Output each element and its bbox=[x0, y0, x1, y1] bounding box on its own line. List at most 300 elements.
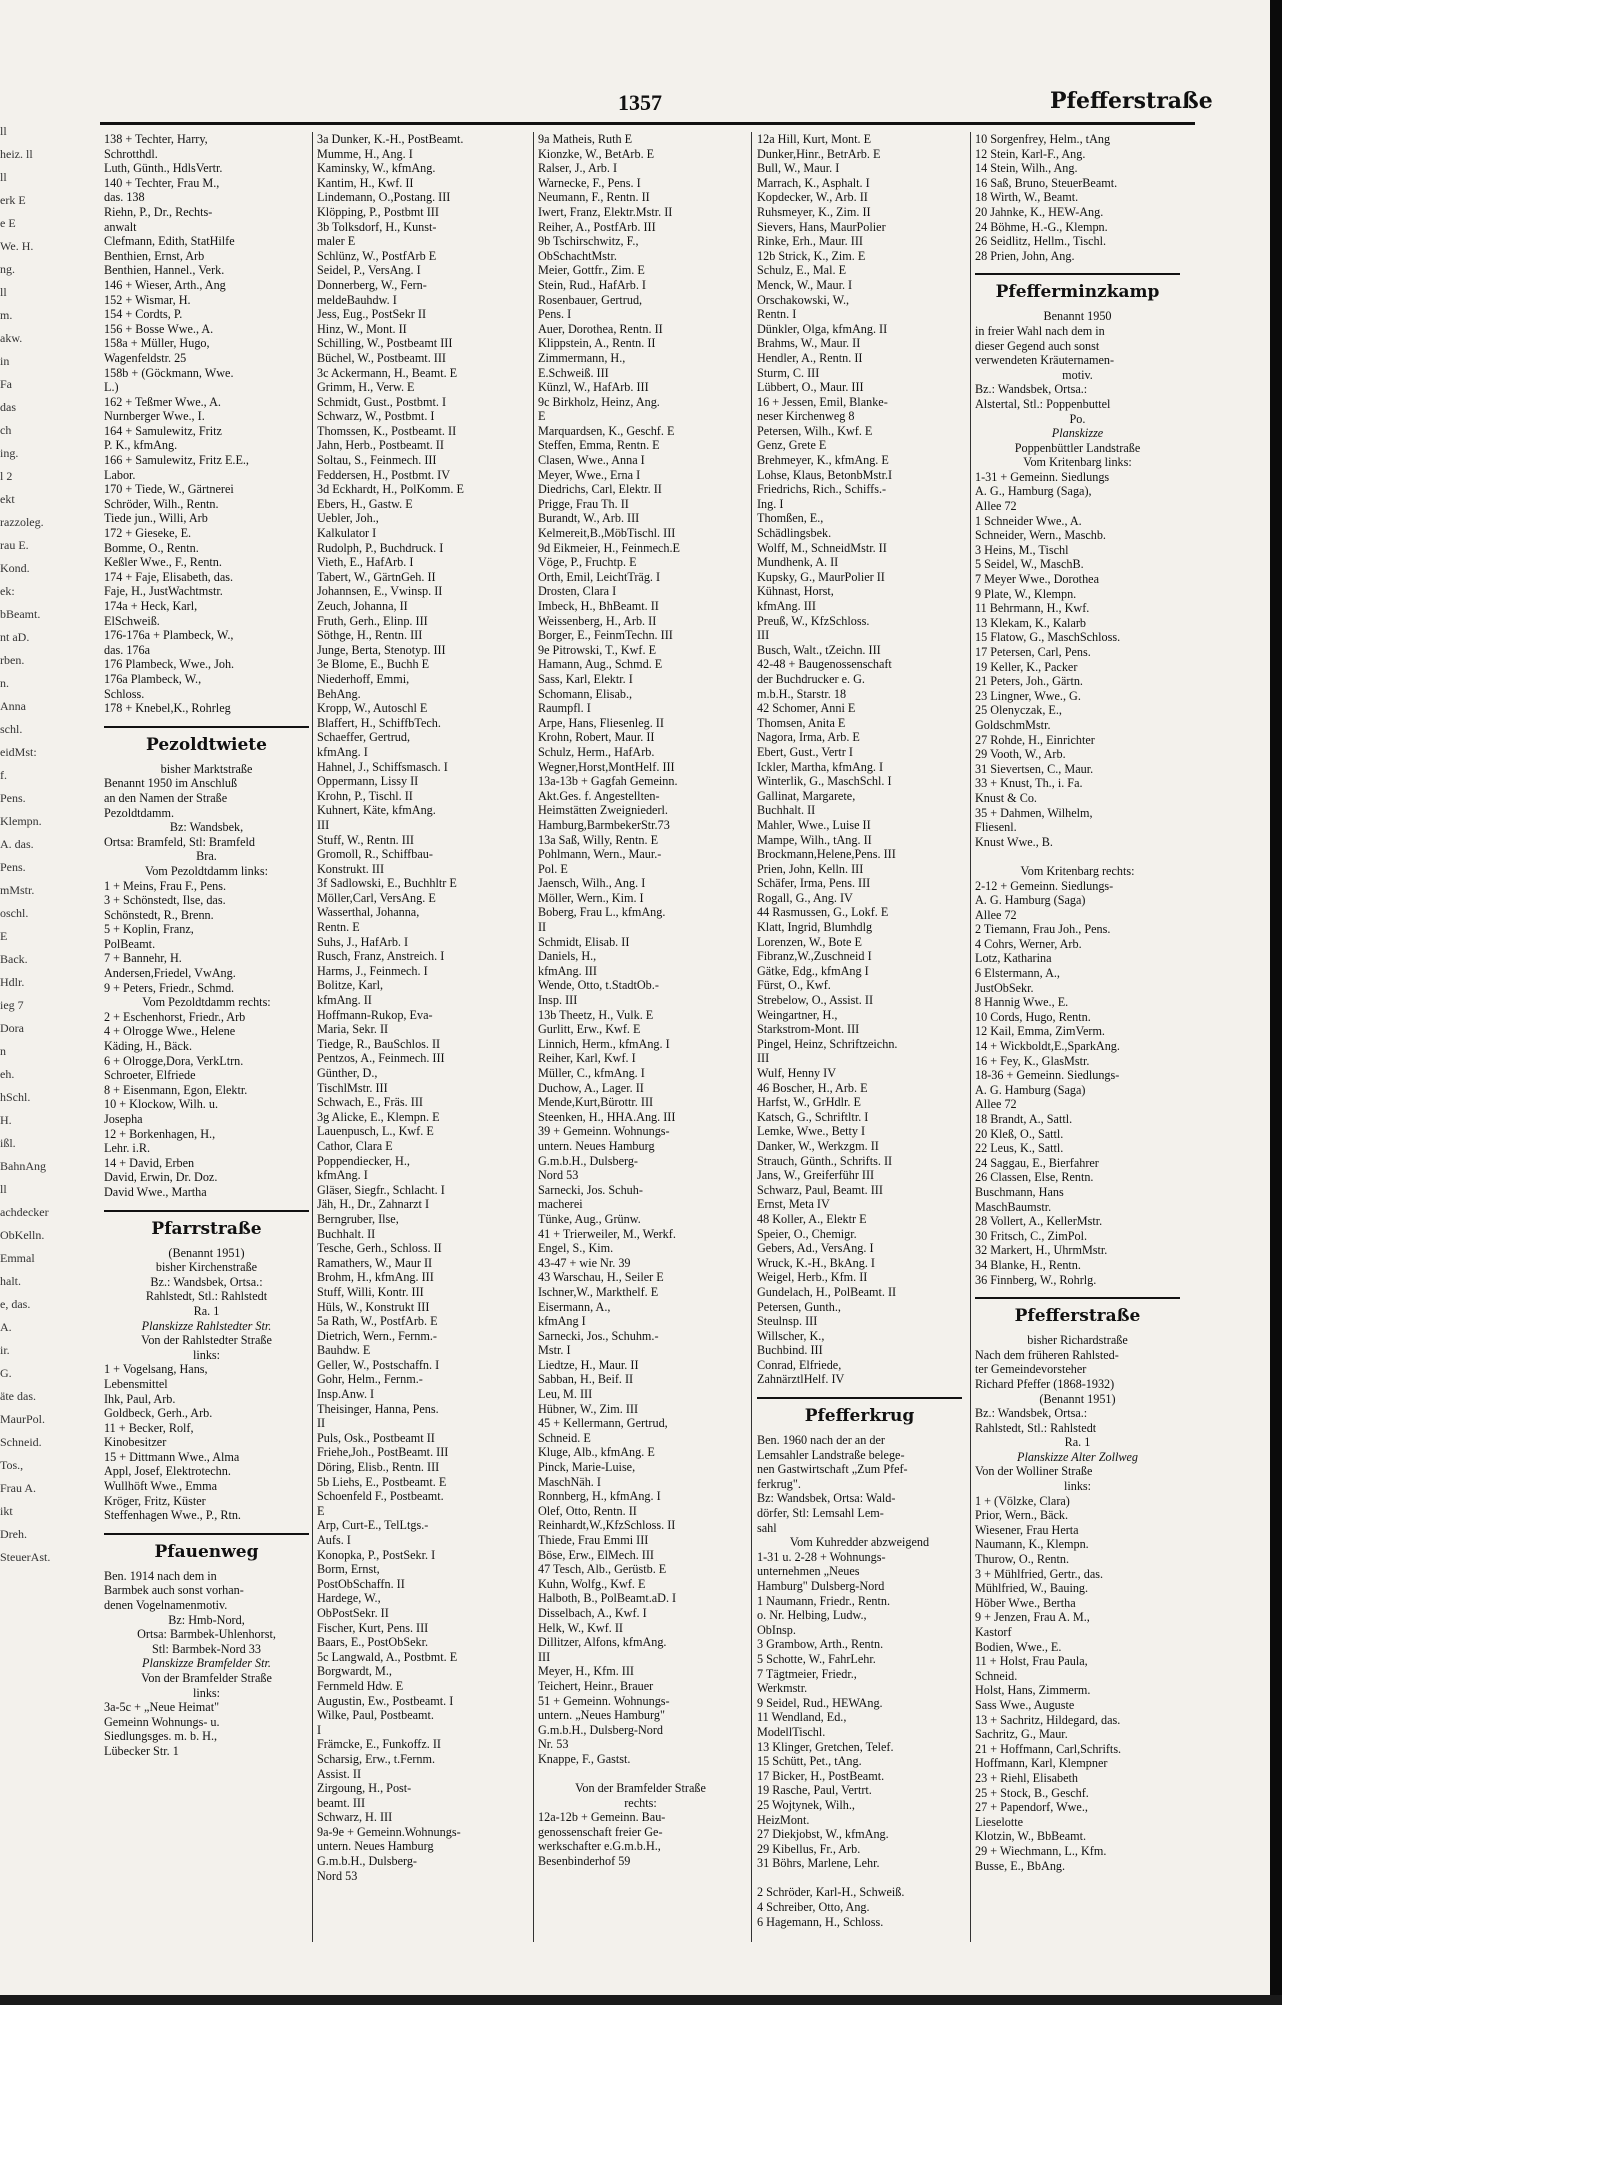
street-note: Rahlstedt, Stl.: Rahlstedt bbox=[145, 1289, 268, 1304]
resident-entry: Feddersen, H., Postbmt. IV bbox=[317, 467, 451, 482]
resident-entry: neser Kirchenweg 8 bbox=[757, 409, 855, 424]
house-entry: 15 Schütt, Pet., tAng. bbox=[757, 1754, 862, 1769]
resident-entry: Gemeinn Wohnungs- u. bbox=[104, 1714, 220, 1729]
resident-entry: Nord 53 bbox=[317, 1868, 358, 1883]
previous-page-fragment: schl. bbox=[0, 722, 23, 736]
resident-entry: Lehr. i.R. bbox=[104, 1141, 151, 1156]
resident-entry: Soltau, S., Feinmech. III bbox=[317, 453, 437, 468]
resident-entry: Riehn, P., Dr., Rechts- bbox=[104, 204, 213, 219]
resident-entry: Pentzos, A., Feinmech. III bbox=[317, 1051, 445, 1066]
resident-entry: Borger, E., FeinmTechn. III bbox=[538, 628, 673, 643]
house-entry: 10 Cords, Hugo, Rentn. bbox=[975, 1009, 1091, 1024]
street-note: links: bbox=[192, 1347, 221, 1362]
house-entry: 36 Finnberg, W., Rohrlg. bbox=[975, 1272, 1097, 1287]
previous-page-fragment: Schneid. bbox=[0, 1435, 42, 1449]
column-4 bbox=[757, 132, 962, 1942]
resident-entry: Schönstedt, R., Brenn. bbox=[104, 907, 214, 922]
resident-entry: Fürst, O., Kwf. bbox=[757, 978, 831, 993]
resident-entry: Schomann, Elisab., bbox=[538, 686, 633, 701]
resident-entry: Mumme, H., Ang. I bbox=[317, 146, 413, 161]
resident-entry: Iwert, Franz, Elektr.Mstr. II bbox=[538, 204, 673, 219]
resident-entry: Kopdecker, W., Arb. II bbox=[757, 190, 868, 205]
previous-page-fragment: ek: bbox=[0, 584, 15, 598]
resident-entry: Weigel, Herb., Kfm. II bbox=[757, 1270, 868, 1285]
house-entry: 152 + Wismar, H. bbox=[104, 292, 191, 307]
resident-entry: Werkmstr. bbox=[757, 1681, 808, 1696]
house-entry: 22 Leus, K., Sattl. bbox=[975, 1141, 1064, 1156]
previous-page-fragment: erk E bbox=[0, 193, 26, 207]
resident-entry: Mundhenk, A. II bbox=[757, 555, 839, 570]
street-note: Von der Bramfelder Straße bbox=[141, 1671, 272, 1685]
resident-entry: Kalkulator I bbox=[317, 526, 377, 541]
resident-entry: Ben. 1960 nach der an der bbox=[757, 1433, 885, 1448]
previous-page-fragment: halt. bbox=[0, 1274, 21, 1288]
street-note: Planskizze Rahlstedter Str. bbox=[141, 1318, 272, 1333]
house-entry: 174a + Heck, Karl, bbox=[104, 599, 198, 613]
resident-entry: A. G. Hamburg (Saga) bbox=[975, 893, 1086, 908]
resident-entry: dieser Gegend auch sonst bbox=[975, 338, 1100, 353]
column-divider bbox=[533, 132, 534, 1942]
house-entry: 158a + Müller, Hugo, bbox=[104, 336, 210, 351]
house-entry: 14 Stein, Wilh., Ang. bbox=[975, 161, 1078, 176]
house-entry: 48 Koller, A., Elektr E bbox=[757, 1211, 867, 1226]
resident-entry: kfmAng. III bbox=[538, 963, 597, 978]
resident-entry: Starkstrom-Mont. III bbox=[757, 1022, 860, 1037]
resident-entry: Drosten, Clara I bbox=[538, 584, 617, 599]
resident-entry: Thiede, Frau Emmi III bbox=[538, 1533, 649, 1547]
resident-entry: Duchow, A., Lager. II bbox=[538, 1080, 644, 1095]
resident-entry: Mampe, Wilh., tAng. II bbox=[757, 832, 872, 847]
resident-entry: Hamburg" Dulsberg-Nord bbox=[757, 1579, 885, 1593]
resident-entry: Benthien, Hannel., Verk. bbox=[104, 263, 225, 278]
resident-entry: Knust & Co. bbox=[975, 790, 1037, 805]
resident-entry: III bbox=[538, 1649, 551, 1664]
resident-entry: untern. Neues Hamburg bbox=[317, 1839, 434, 1854]
resident-entry: Kröger, Fritz, Küster bbox=[104, 1493, 206, 1508]
resident-entry: Pens. I bbox=[538, 307, 572, 322]
previous-page-fragment: das bbox=[0, 400, 16, 414]
resident-entry: Pinck, Marie-Luise, bbox=[538, 1460, 636, 1475]
header-rule bbox=[100, 122, 1195, 125]
resident-entry: Aufs. I bbox=[317, 1533, 351, 1547]
house-entry: 18-36 + Gemeinn. Siedlungs- bbox=[975, 1068, 1120, 1083]
house-entry: 3c Ackermann, H., Beamt. E bbox=[317, 365, 458, 380]
resident-entry: Nach dem früheren Rahlsted- bbox=[975, 1347, 1119, 1362]
resident-entry: Hardege, W., bbox=[317, 1591, 381, 1606]
house-entry: 43 Warschau, H., Seiler E bbox=[538, 1270, 664, 1285]
resident-entry: Nagora, Irma, Arb. E bbox=[757, 730, 860, 745]
house-entry: 3a-5c + „Neue Heimat" bbox=[104, 1700, 220, 1715]
previous-page-fragment: razzoleg. bbox=[0, 515, 44, 529]
resident-entry: Puls, Osk., Postbeamt II bbox=[317, 1430, 435, 1445]
street-note: Vom Pezoldtdamm rechts: bbox=[142, 995, 271, 1010]
previous-page-fragment: in bbox=[0, 354, 10, 368]
resident-entry: Buchhalt. II bbox=[757, 803, 816, 818]
resident-entry: Thomsen, Anita E bbox=[757, 715, 846, 730]
resident-entry: Harfst, W., GrHdlr. E bbox=[757, 1095, 861, 1110]
resident-entry: Petersen, Wilh., Kwf. E bbox=[757, 423, 873, 438]
resident-entry: A. G. Hamburg (Saga) bbox=[975, 1082, 1086, 1097]
resident-entry: PostObSchaffn. II bbox=[317, 1576, 405, 1591]
resident-entry: Zirgoung, H., Post- bbox=[317, 1781, 412, 1796]
resident-entry: der Buchdrucker e. G. bbox=[757, 671, 865, 686]
resident-entry: Ortsa: Bramfeld, Stl: Bramfeld bbox=[104, 834, 255, 849]
resident-entry: E.Schweiß. III bbox=[538, 365, 609, 380]
resident-entry: Fruth, Gerh., Elinp. III bbox=[317, 613, 428, 628]
resident-entry: Marquardsen, K., Geschf. E bbox=[538, 423, 675, 438]
previous-page-fragment: ng. bbox=[0, 262, 15, 276]
resident-entry: Josepha bbox=[104, 1112, 143, 1126]
resident-entry: Lohse, Klaus, BetonbMstr.I bbox=[757, 467, 893, 482]
resident-entry: Raumpfl. I bbox=[538, 701, 591, 716]
resident-entry: Rogall, G., Ang. IV bbox=[757, 890, 853, 905]
house-entry: 35 + Dahmen, Wilhelm, bbox=[975, 805, 1093, 820]
resident-entry: Meier, Gottfr., Zim. E bbox=[538, 263, 645, 278]
resident-entry: Prior, Wern., Bäck. bbox=[975, 1508, 1069, 1523]
resident-entry: Lieselotte bbox=[975, 1814, 1024, 1829]
house-entry: 16 Saß, Bruno, SteuerBeamt. bbox=[975, 175, 1118, 190]
resident-entry: Nurnberger Wwe., I. bbox=[104, 409, 205, 424]
previous-page-fragment: rau E. bbox=[0, 538, 29, 552]
house-entry: 2 + Eschenhorst, Friedr., Arb bbox=[104, 1009, 246, 1024]
street-heading: Pezoldtwiete bbox=[104, 726, 309, 756]
resident-entry: PolBeamt. bbox=[104, 936, 156, 951]
resident-entry bbox=[538, 1767, 743, 1782]
resident-entry: Baars, E., PostObSekr. bbox=[317, 1635, 429, 1650]
house-entry: 8 Hannig Wwe., E. bbox=[975, 995, 1069, 1010]
resident-entry: Schwarz, Paul, Beamt. III bbox=[757, 1182, 883, 1197]
resident-entry: ferkrug". bbox=[757, 1476, 801, 1491]
house-entry: 10 + Klockow, Wilh. u. bbox=[104, 1097, 219, 1112]
resident-entry: Sabban, H., Beif. II bbox=[538, 1372, 634, 1387]
house-entry: 5 Schotte, W., FahrLehr. bbox=[757, 1651, 876, 1666]
column-1 bbox=[104, 132, 309, 1942]
resident-entry: Tiedge, R., BauSchlos. II bbox=[317, 1036, 441, 1051]
resident-entry: anwalt bbox=[104, 219, 137, 234]
street-heading: Pfefferstraße bbox=[975, 1297, 1180, 1327]
house-entry: 1 + Meins, Frau F., Pens. bbox=[104, 878, 227, 893]
resident-entry: Gurlitt, Erw., Kwf. E bbox=[538, 1022, 641, 1037]
resident-entry: Wolff, M., SchneidMstr. II bbox=[757, 540, 887, 555]
resident-entry: Bodien, Wwe., E. bbox=[975, 1639, 1062, 1654]
resident-entry: Borm, Ernst, bbox=[317, 1562, 380, 1577]
house-entry: 158b + (Göckmann, Wwe. bbox=[104, 365, 234, 380]
resident-entry: Klatt, Ingrid, Blumhdlg bbox=[757, 920, 873, 935]
resident-entry: Maria, Sekr. II bbox=[317, 1022, 389, 1037]
resident-entry: Schroeter, Elfriede bbox=[104, 1068, 196, 1083]
resident-entry: Meyer, H., Kfm. III bbox=[538, 1664, 634, 1679]
house-entry: 1-31 u. 2-28 + Wohnungs- bbox=[757, 1549, 886, 1564]
resident-entry: Pezoldtdamm. bbox=[104, 805, 175, 820]
resident-entry: MaschNäh. I bbox=[538, 1474, 601, 1489]
resident-entry: kfmAng. I bbox=[317, 1168, 368, 1183]
resident-entry: Rinke, Erh., Maur. III bbox=[757, 234, 863, 249]
resident-entry: Strauch, Günth., Schrifts. II bbox=[757, 1153, 893, 1168]
house-entry: 19 Rasche, Paul, Vertrt. bbox=[757, 1783, 872, 1798]
street-note: Stl: Barmbek-Nord 33 bbox=[152, 1641, 261, 1656]
house-entry: 29 Kibellus, Fr., Arb. bbox=[757, 1841, 861, 1856]
page-number: 1357 bbox=[618, 90, 662, 115]
resident-entry: Sachritz, G., Maur. bbox=[975, 1727, 1068, 1742]
running-head: Pfefferstraße bbox=[1050, 88, 1213, 114]
resident-entry: Von der Wolliner Straße bbox=[975, 1464, 1093, 1479]
resident-entry: Wiesener, Frau Herta bbox=[975, 1522, 1079, 1537]
resident-entry: Wagenfeldstr. 25 bbox=[104, 350, 187, 365]
resident-entry: Faje, H., JustWachtmstr. bbox=[104, 584, 223, 599]
resident-entry: Ralser, J., Arb. I bbox=[538, 161, 618, 176]
house-entry: 146 + Wieser, Arth., Ang bbox=[104, 277, 226, 292]
previous-page-fragment: Pens. bbox=[0, 860, 26, 874]
resident-entry: Insp.Anw. I bbox=[317, 1387, 375, 1402]
resident-entry: Benthien, Ernst, Arb bbox=[104, 248, 205, 263]
resident-entry: Schloss. bbox=[104, 686, 145, 701]
house-entry: 21 Peters, Joh., Gärtn. bbox=[975, 674, 1083, 689]
resident-entry: Thomßen, E., bbox=[757, 511, 824, 526]
previous-page-fragment: Back. bbox=[0, 952, 28, 966]
resident-entry: BehAng. bbox=[317, 686, 361, 701]
resident-entry: Buchhalt. II bbox=[317, 1226, 376, 1241]
resident-entry: Akt.Ges. f. Angestellten- bbox=[538, 788, 660, 803]
resident-entry: Fischer, Kurt, Pens. III bbox=[317, 1620, 429, 1635]
street-note: Planskizze bbox=[1051, 426, 1104, 441]
previous-page-fragment: Anna bbox=[0, 699, 26, 713]
house-entry: 13a Saß, Willy, Rentn. E bbox=[538, 832, 659, 847]
house-entry: 154 + Cordts, P. bbox=[104, 307, 183, 322]
resident-entry: Gohr, Helm., Fernm.- bbox=[317, 1372, 423, 1387]
resident-entry: TischlMstr. III bbox=[317, 1080, 388, 1095]
resident-entry: Junge, Berta, Stenotyp. III bbox=[317, 642, 446, 657]
previous-page-fragment: achdecker bbox=[0, 1205, 49, 1219]
previous-page-fragment: Fa bbox=[0, 377, 12, 391]
resident-entry: Schwarz, W., Postbmt. I bbox=[317, 409, 435, 424]
house-entry: 156 + Bosse Wwe., A. bbox=[104, 321, 214, 336]
resident-entry: Schmidt, Gust., Postbmt. I bbox=[317, 394, 446, 409]
house-entry: 164 + Samulewitz, Fritz bbox=[104, 423, 222, 438]
resident-entry: Kühnast, Horst, bbox=[757, 584, 834, 599]
resident-entry: Döring, Elisb., Rentn. III bbox=[317, 1460, 440, 1475]
resident-entry: an den Namen der Straße bbox=[104, 790, 228, 805]
resident-entry: II bbox=[538, 920, 547, 935]
resident-entry: Petersen, Gunth., bbox=[757, 1299, 841, 1314]
resident-entry: Dillitzer, Alfons, kfmAng. bbox=[538, 1635, 667, 1650]
resident-entry: Stuff, W., Rentn. III bbox=[317, 832, 414, 847]
resident-entry: Gätke, Edg., kfmAng I bbox=[757, 963, 869, 978]
house-entry: 3g Alicke, E., Klempn. E bbox=[317, 1109, 440, 1124]
resident-entry: Donnerberg, W., Fern- bbox=[317, 277, 427, 292]
resident-entry: m.b.H., Starstr. 18 bbox=[757, 686, 847, 701]
previous-page-fragment: ißl. bbox=[0, 1136, 16, 1150]
house-entry: 3f Sadlowski, E., Buchhltr E bbox=[317, 876, 457, 891]
resident-entry: Reiher, Karl, Kwf. I bbox=[538, 1051, 636, 1066]
house-entry: 34 Blanke, H., Rentn. bbox=[975, 1257, 1081, 1272]
resident-entry: Ischner,W., Markthelf. E bbox=[538, 1284, 659, 1299]
resident-entry: Borgwardt, M., bbox=[317, 1664, 392, 1679]
previous-page-fragment: eidMst: bbox=[0, 745, 37, 759]
resident-entry: Gromoll, R., Schiffbau- bbox=[317, 847, 433, 862]
resident-entry: Orschakowski, W., bbox=[757, 292, 850, 307]
resident-entry: Daniels, H., bbox=[538, 949, 597, 964]
resident-entry: Assist. II bbox=[317, 1766, 362, 1781]
house-entry: 9e Pitrowski, T., Kwf. E bbox=[538, 642, 657, 657]
resident-entry: Dietrich, Wern., Fernm.- bbox=[317, 1328, 437, 1343]
house-entry: 13b Theetz, H., Vulk. E bbox=[538, 1007, 654, 1022]
street-heading: Pfauenweg bbox=[104, 1533, 309, 1563]
house-entry: 9b Tschirschwitz, F., bbox=[538, 234, 639, 249]
resident-entry: ObPostSekr. II bbox=[317, 1605, 389, 1620]
resident-entry: Krohn, Robert, Maur. II bbox=[538, 730, 655, 745]
house-entry: 5 + Koplin, Franz, bbox=[104, 922, 194, 937]
previous-page-fragment: ObKelln. bbox=[0, 1228, 45, 1242]
house-entry: 5a Rath, W., PostfArb. E bbox=[317, 1314, 438, 1329]
resident-entry: Reinhardt,W.,KfzSchloss. II bbox=[538, 1518, 676, 1533]
house-entry: 13 Klekam, K., Kalarb bbox=[975, 615, 1087, 630]
resident-entry: Busch, Walt., tZeichn. III bbox=[757, 642, 881, 657]
previous-page-fragment: m. bbox=[0, 308, 13, 322]
house-entry: 18 Wirth, W., Beamt. bbox=[975, 190, 1079, 205]
resident-entry: Oppermann, Lissy II bbox=[317, 774, 419, 789]
house-entry: 166 + Samulewitz, Fritz E.E., bbox=[104, 453, 249, 468]
resident-entry: Ronnberg, H., kfmAng. I bbox=[538, 1489, 661, 1504]
resident-entry: Schneid. E bbox=[538, 1430, 591, 1445]
house-entry: 26 Seidlitz, Hellm., Tischl. bbox=[975, 234, 1107, 249]
resident-entry: Naumann, K., Klempn. bbox=[975, 1537, 1089, 1552]
resident-entry: Tesche, Gerh., Schloss. II bbox=[317, 1241, 442, 1256]
resident-entry: Schwarz, H. III bbox=[317, 1810, 393, 1825]
house-entry: 176-176a + Plambeck, W., bbox=[104, 628, 234, 643]
street-note: bisher Richardstraße bbox=[1027, 1333, 1128, 1348]
street-note: Poppenbüttler Landstraße bbox=[1014, 440, 1141, 455]
resident-entry: Mende,Kurt,Bürottr. III bbox=[538, 1095, 654, 1110]
house-entry: 3b Tolksdorf, H., Kunst- bbox=[317, 219, 437, 234]
resident-entry: Kinobesitzer bbox=[104, 1435, 167, 1450]
resident-entry: Mstr. I bbox=[538, 1343, 571, 1358]
resident-entry: Harms, J., Feinmech. I bbox=[317, 963, 428, 978]
house-entry: 3a Dunker, K.-H., PostBeamt. bbox=[317, 132, 464, 146]
resident-entry: Möller,Carl, VersAng. E bbox=[317, 890, 436, 905]
house-entry: 16 + Jessen, Emil, Blanke- bbox=[757, 394, 888, 409]
resident-entry: E bbox=[317, 1503, 325, 1518]
resident-entry: Lauenpusch, L., Kwf. E bbox=[317, 1124, 434, 1139]
previous-page-fragment: ll bbox=[0, 170, 7, 184]
house-entry: 5b Liehs, E., Postbeamt. E bbox=[317, 1474, 447, 1489]
house-entry: 174 + Faje, Elisabeth, das. bbox=[104, 569, 234, 584]
street-note: rechts: bbox=[624, 1795, 657, 1810]
previous-page-fragment: äte das. bbox=[0, 1389, 36, 1403]
resident-entry: Klippstein, A., Rentn. II bbox=[538, 336, 656, 351]
resident-entry: Günther, D., bbox=[317, 1066, 378, 1080]
resident-entry: Lemsahler Landstraße belege- bbox=[757, 1447, 905, 1462]
previous-page-fragment: ekt bbox=[0, 492, 15, 506]
house-entry: 19 Keller, K., Packer bbox=[975, 659, 1078, 674]
previous-page-fragment: G. bbox=[0, 1366, 12, 1380]
resident-entry: Nr. 53 bbox=[538, 1737, 569, 1752]
resident-entry: E bbox=[538, 409, 546, 424]
resident-entry: sahl bbox=[757, 1520, 777, 1535]
house-entry: 172 + Gieseke, E. bbox=[104, 526, 192, 541]
resident-entry: Thurow, O., Rentn. bbox=[975, 1552, 1069, 1567]
previous-page-fragment: A. bbox=[0, 1320, 12, 1334]
resident-entry: Höber Wwe., Bertha bbox=[975, 1595, 1076, 1610]
house-entry: 25 Olenyczak, E., bbox=[975, 703, 1062, 718]
house-entry: 2 Tiemann, Frau Joh., Pens. bbox=[975, 922, 1111, 937]
house-entry: 14 + Wickboldt,E.,SparkAng. bbox=[975, 1039, 1120, 1054]
house-entry: 3d Eckhardt, H., PolKomm. E bbox=[317, 482, 464, 497]
resident-entry: Ernst, Meta IV bbox=[757, 1197, 830, 1212]
resident-entry: HeizMont. bbox=[757, 1812, 810, 1827]
resident-entry: maler E bbox=[317, 234, 356, 249]
street-note: bisher Kirchenstraße bbox=[155, 1260, 258, 1275]
previous-page-fragment: Emmal bbox=[0, 1251, 35, 1265]
house-entry: 9d Eikmeier, H., Feinmech.E bbox=[538, 540, 681, 555]
column-2 bbox=[317, 132, 522, 1942]
previous-page-fragment: We. H. bbox=[0, 239, 34, 253]
resident-entry: Willscher, K., bbox=[757, 1328, 825, 1343]
resident-entry: Büchel, W., Postbeamt. III bbox=[317, 350, 446, 365]
street-heading: Pfarrstraße bbox=[104, 1210, 309, 1240]
resident-entry: Klöpping, P., Postbmt III bbox=[317, 204, 439, 219]
resident-entry: III bbox=[757, 628, 770, 643]
house-entry: 17 Bicker, H., PostBeamt. bbox=[757, 1768, 885, 1783]
resident-entry: MaschBaumstr. bbox=[975, 1199, 1052, 1214]
resident-entry: Kelmereit,B.,MöbTischl. III bbox=[538, 526, 676, 541]
resident-entry: Möller, Wern., Kim. I bbox=[538, 890, 644, 905]
street-note: (Benannt 1951) bbox=[168, 1245, 245, 1260]
resident-entry: Rosenbauer, Gertrud, bbox=[538, 292, 643, 307]
previous-page-fragment: Tos., bbox=[0, 1458, 24, 1472]
resident-entry: Ing. I bbox=[757, 496, 784, 511]
resident-entry: Kuhnert, Käte, kfmAng. bbox=[317, 803, 436, 818]
house-entry: 27 Diekjobst, W., kfmAng. bbox=[757, 1827, 889, 1842]
resident-entry: Bz: Wandsbek, Ortsa: Wald- bbox=[757, 1491, 896, 1506]
street-note: links: bbox=[1063, 1479, 1092, 1494]
house-entry: 30 Fritsch, C., ZimPol. bbox=[975, 1228, 1088, 1243]
resident-entry: Labor. bbox=[104, 467, 136, 482]
house-entry: 3 Grambow, Arth., Rentn. bbox=[757, 1637, 884, 1652]
house-entry: 51 + Gemeinn. Wohnungs- bbox=[538, 1693, 670, 1708]
resident-entry: Gundelach, H., PolBeamt. II bbox=[757, 1284, 897, 1299]
resident-entry: Seidel, P., VersAng. I bbox=[317, 263, 421, 278]
house-entry: 23 Lingner, Wwe., G. bbox=[975, 688, 1081, 703]
resident-entry: III bbox=[757, 1051, 770, 1066]
house-entry: 33 + Knust, Th., i. Fa. bbox=[975, 776, 1083, 791]
previous-page-fragment: A. das. bbox=[0, 837, 34, 851]
resident-entry: Fibranz,W.,Zuschneid I bbox=[757, 949, 872, 964]
house-entry: 41 + Trierweiler, M., Werkf. bbox=[538, 1226, 676, 1241]
resident-entry: Ihk, Paul, Arb. bbox=[104, 1391, 176, 1406]
resident-entry: Lebensmittel bbox=[104, 1376, 168, 1391]
resident-entry: Augustin, Ew., Postbeamt. I bbox=[317, 1693, 454, 1708]
house-entry: 140 + Techter, Frau M., bbox=[104, 175, 220, 190]
resident-entry: Mahler, Wwe., Luise II bbox=[757, 817, 871, 832]
previous-page-fragment: H. bbox=[0, 1113, 12, 1127]
resident-entry: Weissenberg, H., Arb. II bbox=[538, 613, 657, 628]
house-entry: 1 Schneider Wwe., A. bbox=[975, 513, 1082, 528]
previous-page-fragment: ir. bbox=[0, 1343, 10, 1357]
resident-entry: Busse, E., BbAng. bbox=[975, 1858, 1066, 1873]
resident-entry bbox=[975, 849, 1180, 864]
resident-entry: Luth, Günth., HdlsVertr. bbox=[104, 161, 223, 176]
resident-entry: Gebers, Ad., VersAng. I bbox=[757, 1241, 874, 1256]
resident-entry: Schwach, E., Fräs. III bbox=[317, 1095, 423, 1110]
street-note: links: bbox=[192, 1685, 221, 1700]
resident-entry: Hahnel, J., Schiffsmasch. I bbox=[317, 759, 448, 774]
previous-page-fragment: eh. bbox=[0, 1067, 15, 1081]
resident-entry: Rusch, Franz, Anstreich. I bbox=[317, 949, 445, 964]
house-entry: 9a Matheis, Ruth E bbox=[538, 132, 633, 146]
resident-entry: in freier Wahl nach dem in bbox=[975, 323, 1105, 338]
resident-entry: Poppendiecker, H., bbox=[317, 1153, 410, 1168]
scan-margin bbox=[1282, 0, 1600, 2177]
